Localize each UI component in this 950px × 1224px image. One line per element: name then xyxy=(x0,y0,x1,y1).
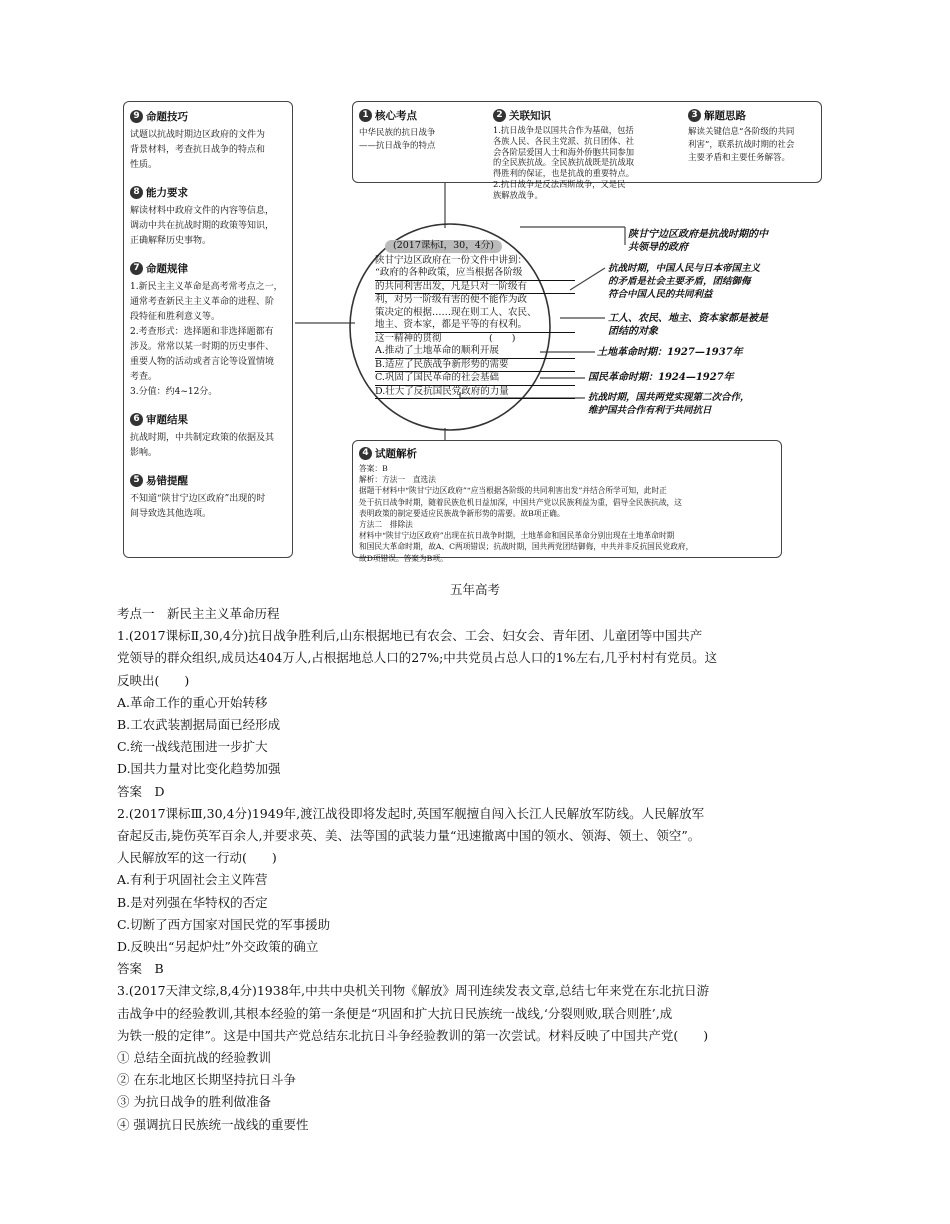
option-d: D.国共力量对比变化趋势加强 xyxy=(117,761,281,777)
section-badge: 6 xyxy=(130,413,143,426)
note-border-region-gov: 陕甘宁边区政府是抗战时期的中 共领导的政府 xyxy=(628,229,768,253)
section-body: 1.抗日战争是以国共合作为基础，包括 各族人民、各民主党派、抗日团体、社 会各阶层爱国人士和海外侨胞共同参加 的全民族抗战。全民族抗战既是抗战取 得胜利的保证，也是抗战的重要特点。 2.抗日战争是反法西斯战争，又是民 族解放战争。 xyxy=(493,125,635,200)
section-core-point xyxy=(359,105,484,153)
topic-heading: 考点一 新民主主义革命历程 xyxy=(117,606,280,621)
note-main-contradiction: 抗战时期，中国人民与日本帝国主义 的矛盾是社会主要矛盾，团结御侮 符合中国人民的共同利益 xyxy=(608,263,761,300)
statement-4: ④ 强调抗日民族统一战线的重要性 xyxy=(117,1116,309,1132)
section-title: 关联知识 xyxy=(509,110,551,122)
note-national-revolution-period: 国民革命时期：1924—1927年 xyxy=(588,372,734,383)
question-text: 3.(2017天津文综,8,4分)1938年,中共中央机关刊物《解放》周刊连续发表文章,总结七年来党在东北抗日游 xyxy=(117,983,710,999)
section-heading: 五年高考 xyxy=(449,582,500,597)
section-badge: 5 xyxy=(130,474,143,487)
section-title: 命题技巧 xyxy=(146,111,188,123)
section-title: 能力要求 xyxy=(146,187,188,199)
question-text: 为铁一般的定律”。这是中国共产党总结东北抗日斗争经验教训的第一次尝试。材料反映了中国共产党( ) xyxy=(117,1027,709,1043)
section-body: 试题以抗战时期边区政府的文件为 背景材料，考查抗日战争的特点和 性质。 xyxy=(130,130,266,170)
option-b: B.工农武装割据局面已经形成 xyxy=(117,717,281,733)
question-text: 奋起反击,毙伤英军百余人,并要求英、美、法等国的武装力量“迅速撤离中国的领水、领海、领土、领空”。 xyxy=(117,828,701,844)
section-related-knowledge xyxy=(493,105,678,201)
answer: 答案 D xyxy=(117,783,165,799)
option-d: D.反映出“另起炉灶”外交政策的确立 xyxy=(117,939,319,955)
section-title: 核心考点 xyxy=(375,110,417,122)
section-badge: 7 xyxy=(130,262,143,275)
note-land-revolution-period: 土地革命时期：1927—1937年 xyxy=(597,347,743,358)
note-second-cooperation: 抗战时期，国共两党实现第二次合作， 维护国共合作有利于共同抗日 xyxy=(588,392,750,416)
note-unity-targets: 工人、农民、地主、资本家都是被是 团结的对象 xyxy=(608,313,768,337)
question-text: 党领导的群众组织,成员达404万人,占根据地总人口的27%;中共党员占总人口的1%左右,几乎村村有党员。这 xyxy=(117,650,718,666)
section-solution-approach xyxy=(688,105,818,165)
option-d: D.壮大了反抗国民党政府的力量 xyxy=(375,386,575,400)
option-a: A.有利于巩固社会主义阵营 xyxy=(117,872,268,888)
section-body: 不知道“陕甘宁边区政府”出现的时 间导致选其他选项。 xyxy=(130,494,266,519)
section-title: 审题结果 xyxy=(146,414,188,426)
option-b: B.适应了民族战争新形势的需要 xyxy=(375,359,575,373)
section-body: 解读关键信息“各阶级的共同 利害”，联系抗战时期的社会 主要矛盾和主要任务解答。 xyxy=(688,127,795,163)
badge-2: 2 xyxy=(493,109,506,122)
circle-question: (2017课标Ⅰ，30，4分) 陕甘宁边区政府在一份文件中讲到： “政府的各种政策，应当根据各阶级 的共同利害出发，凡是只对一阶级有 利，对另一阶级有害的便不能作为政 策决定的根据……现在则工人、农民、 地主、资本家，都是平等的有权利。 这一精神的贯彻 ( ) A.推动了土地革命的顺利开展 B.适应了民族战争新形势的需要 C.巩固了国民革命的社会基础 D.壮大了反抗国民党政府的力量 xyxy=(375,240,575,399)
section-badge: 8 xyxy=(130,186,143,199)
statement-2: ② 在东北地区长期坚持抗日斗争 xyxy=(117,1072,296,1088)
section-title: 命题规律 xyxy=(146,263,188,275)
analysis-body: 答案：B 解析：方法一 直选法 据题干材料中“陕甘宁边区政府”“应当根据各阶级的共同利害出发”并结合所学可知，此时正 处于抗日战争时期，随着民族危机日益加深，中国共产党以民族利益为重，倡导全民族抗战，这 表明政策的制定要适应民族战争新形势的需要。故B项正确。 方法二 排除法 材料中“陕甘宁边区政府”出现在抗日战争时期，土地革命和国民革命分别出现在土地革命时期 和国民大革命时期，故A、C两项错误；抗战时期，国共两党团结御侮，中共并非反抗国民党政府， 故D项错误。答案为B项。 xyxy=(359,464,694,563)
section-body: 抗战时期，中共制定政策的依据及其 影响。 xyxy=(130,433,275,458)
section-badge: 9 xyxy=(130,110,143,123)
option-a: A.革命工作的重心开始转移 xyxy=(117,694,268,710)
question-list xyxy=(117,603,837,1136)
question-text: 反映出( ) xyxy=(117,672,190,688)
question-text: 击战争中的经验教训,其根本经验的第一条便是“巩固和扩大抗日民族统一战线,‘分裂则败,联合则胜’,成 xyxy=(117,1005,673,1021)
section-title: 试题解析 xyxy=(375,448,417,460)
question-source: (2017课标Ⅰ，30，4分) xyxy=(385,240,502,253)
answer: 答案 B xyxy=(117,961,164,977)
section-body: 中华民族的抗日战争 ——抗日战争的特点 xyxy=(359,128,436,151)
question-text: 2.(2017课标Ⅲ,30,4分)1949年,渡江战役即将发起时,英国军舰擅自闯入长江人民解放军防线。人民解放军 xyxy=(117,805,705,821)
question-text: 1.(2017课标Ⅱ,30,4分)抗日战争胜利后,山东根据地已有农会、工会、妇女会、青年团、儿童团等中国共产 xyxy=(117,628,703,644)
section-title: 解题思路 xyxy=(704,110,746,122)
section-title: 易错提醒 xyxy=(146,475,188,487)
badge-4: 4 xyxy=(359,447,372,460)
top-panel xyxy=(352,101,822,200)
option-c: C.统一战线范围进一步扩大 xyxy=(117,739,268,755)
option-c: C.切断了西方国家对国民党的军事援助 xyxy=(117,916,331,932)
statement-3: ③ 为抗日战争的胜利做准备 xyxy=(117,1094,271,1110)
badge-3: 3 xyxy=(688,109,701,122)
question-text: 人民解放军的这一行动( ) xyxy=(117,850,277,866)
option-a: A.推动了土地革命的顺利开展 xyxy=(375,345,575,359)
option-b: B.是对列强在华特权的否定 xyxy=(117,894,268,910)
option-c: C.巩固了国民革命的社会基础 xyxy=(375,372,575,386)
statement-1: ① 总结全面抗战的经验教训 xyxy=(117,1050,271,1066)
section-body: 解读材料中政府文件的内容等信息， 调动中共在抗战时期的政策等知识， 正确解释历史事物。 xyxy=(130,206,275,246)
badge-1: 1 xyxy=(359,109,372,122)
analysis-panel xyxy=(352,440,782,563)
section-body: 1.新民主主义革命是高考常考点之一， 通常考查新民主主义革命的进程、阶 段特征和胜利意义等。 2.考查形式：选择题和非选择题都有 涉及。常常以某一时期的历史事件、 重要人物的活动或者言论等设置情境 考查。 3.分值：约4~12分。 xyxy=(130,282,283,397)
